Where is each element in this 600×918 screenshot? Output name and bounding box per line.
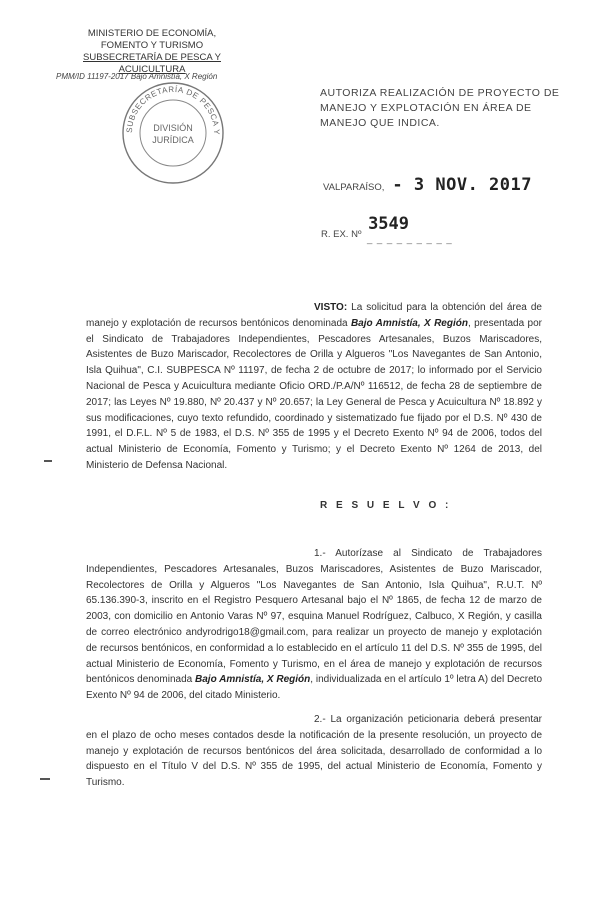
- stamp-center-line2: JURÍDICA: [152, 135, 194, 145]
- article-1-text-b: , individualizada en el artículo 1º letra A) del Decreto Exento Nº 94 de 2006, del citado Ministerio.: [86, 674, 542, 702]
- date-line: [323, 175, 532, 195]
- juridica-stamp: [118, 78, 228, 188]
- visto-text-a: La solicitud para la obtención del área de manejo y explotación de recursos bentónicos denominada: [86, 302, 542, 329]
- margin-mark: [44, 460, 52, 462]
- article-1-number: 1.-: [314, 548, 326, 559]
- visto-area-name: Bajo Amnistía, X Región: [350, 317, 468, 329]
- article-2-number: 2.-: [314, 714, 326, 725]
- date-value: - 3 NOV. 2017: [392, 175, 532, 195]
- resolution-label: R. EX. Nº: [321, 229, 362, 240]
- visto-paragraph: [86, 300, 542, 474]
- resolution-number: 3549: [368, 214, 410, 234]
- date-place: VALPARAÍSO,: [323, 182, 385, 193]
- visto-label: VISTO:: [314, 302, 348, 313]
- article-2-paragraph: [86, 712, 542, 791]
- reference-line: PMM/ID 11197-2017 Bajo Amnistía, X Región: [56, 72, 218, 81]
- letterhead-ministry-cont: FOMENTO Y TURISMO: [100, 40, 204, 51]
- letterhead: [62, 28, 242, 76]
- letterhead-ministry: MINISTERIO DE ECONOMÍA,: [87, 28, 217, 39]
- stamp-ring-text: SUBSECRETARÍA DE PESCA Y: [124, 84, 222, 136]
- visto-text-b: , presentada por el Sindicato de Trabajadores Independientes, Pescadores Artesanales, Buzos Mariscadores, Asistentes de Buzo Mariscador, Recolectores de Orilla y Algueros "Los Navegantes de San Antonio, Isla Quihua", C.I. SUBPESCA Nº 11197, de fecha 2 de octubre de 2017; lo informado por el Servicio Nacional de Pesca y Acuicultura mediante Oficio ORD./P.A/Nº 116512, de fecha 28 de septiembre de 2017; las Leyes Nº 19.880, Nº 20.437 y Nº 20.657; la Ley General de Pesca y Acuicultura Nº 18.892 y sus modificaciones, cuyo texto refundido, coordinado y sistematizado fue fijado por el D.S. Nº 430 de 1991, el D.F.L. Nº 5 de 1983, el D.S. Nº 355 de 1995 y el Decreto Exento Nº 94 de 2006, todos del actual Ministerio de Economía, Fomento y Turismo; y el Decreto Exento Nº 1264 de 2013, del Ministerio de Defensa Nacional.: [86, 317, 543, 471]
- margin-mark-lower: [40, 778, 50, 780]
- resuelvo-heading: R E S U E L V O :: [320, 500, 452, 511]
- stamp-center-line1: DIVISIÓN: [153, 123, 193, 133]
- article-1-area-name: Bajo Amnistía, X Región: [195, 674, 311, 686]
- article-2-text: La organización peticionaria deberá presentar en el plazo de ocho meses contados desde la notificación de la presente resolución, un proyecto de manejo y explotación de recursos bentónicos del área solicitada, desarrollado de conformidad a lo dispuesto en el Título V del D.S. Nº 355 de 1995, del actual Ministerio de Economía, Fomento y Turismo.: [86, 714, 542, 789]
- document-subject: AUTORIZA REALIZACIÓN DE PROYECTO DE MANEJO Y EXPLOTACIÓN EN ÁREA DE MANEJO QUE INDICA.: [320, 87, 560, 129]
- stamp-seal-icon: [118, 78, 228, 188]
- letterhead-undersecretariat: SUBSECRETARÍA DE PESCA Y ACUICULTURA: [83, 52, 221, 75]
- resolution-number-line: [321, 214, 453, 245]
- article-1-paragraph: [86, 546, 542, 704]
- article-1-text-a: Autorízase al Sindicato de Trabajadores Independientes, Pescadores Artesanales, Buzos Mariscadores, Asistentes de Buzo Mariscador, Recolectores de Orilla y Algueros "Los Navegantes de San Antonio, Isla Quihua", R.U.T. Nº 65.136.390-3, inscrito en el Registro Pesquero Artesanal bajo el Nº 1865, de fecha 12 de marzo de 2003, con domicilio en Antonio Varas Nº 97, esquina Manuel Rodríguez, Calbuco, X Región, y casilla de correo electrónico andyrodrigo18@gmail.com, para realizar un proyecto de manejo y explotación de recursos bentónicos, en conformidad a lo establecido en el artículo 11 del D.S. Nº 355 de 1995, del actual Ministerio de Economía, Fomento y Turismo, en el área de manejo y explotación de recursos bentónicos denominada: [86, 548, 542, 686]
- resolution-blank-line: _ _ _ _ _ _ _ _ _: [367, 234, 453, 245]
